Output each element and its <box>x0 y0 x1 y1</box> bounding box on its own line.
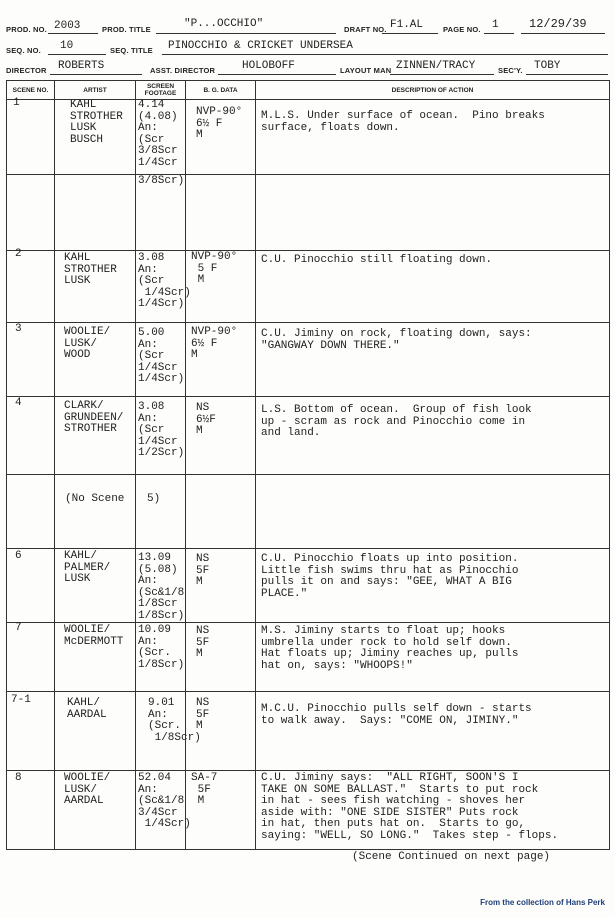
screen-footage: 5) <box>147 493 161 505</box>
action-description: C.U. Pinocchio still floating down. <box>261 254 493 266</box>
draft-no-label: DRAFT NO. <box>344 25 387 34</box>
bg-data: NS 5F M <box>196 625 210 660</box>
date-value: 12/29/39 <box>529 17 587 31</box>
artist-names: KAHL STROTHER LUSK BUSCH <box>70 99 123 146</box>
artist-names: WOOLIE/ LUSK/ AARDAL <box>64 772 111 807</box>
prod-no-label: PROD. NO. <box>6 25 47 34</box>
artist-names: KAHL/ AARDAL <box>67 697 107 721</box>
screen-footage: 9.01 An: (Scr. 1/8Scr) <box>148 697 201 744</box>
page-no-value: 1 <box>492 19 499 31</box>
bg-data: NS 6½F M <box>196 402 216 437</box>
collection-credit: From the collection of Hans Perk <box>480 898 605 907</box>
artist-names: CLARK/ GRUNDEEN/ STROTHER <box>64 400 124 435</box>
bg-data: SA-7 5F M <box>191 772 218 807</box>
layout-man-label: LAYOUT MAN <box>340 66 392 75</box>
screen-footage: 4.14 (4.08) An: (Scr 3/8Scr 1/4Scr <box>138 99 178 169</box>
page-no-label: PAGE NO. <box>443 25 481 34</box>
action-table <box>6 80 610 850</box>
prod-info-line <box>6 17 610 34</box>
asst-director-label: ASST. DIRECTOR <box>150 66 216 75</box>
draft-no-value: F1.AL <box>390 19 424 31</box>
screen-footage: 3.08 An: (Scr 1/4Scr) 1/4Scr) <box>138 252 191 310</box>
bg-data: NS 5F M <box>196 553 210 588</box>
bg-data: NS 5F M <box>196 697 210 732</box>
action-description: C.U. Pinocchio floats up into position. Little fish swims thru hat as Pinocchio pulls it on and says: "GEE, WHAT A BIG PLACE." <box>261 553 519 600</box>
col-header-bg: B. G. DATA <box>203 86 238 94</box>
screen-footage: 13.09 (5.08) An: (Sc&1/8 1/8Scr 1/8Scr) <box>138 552 185 622</box>
col-header-footage: SCREEN FOOTAGE <box>144 83 177 97</box>
asst-director-value: HOLOBOFF <box>242 60 295 72</box>
seq-info-line <box>6 42 610 56</box>
scene-number: 7-1 <box>11 694 31 706</box>
layout-man-value: ZINNEN/TRACY <box>396 60 476 72</box>
action-description: M.S. Jiminy starts to float up; hooks umbrella under rock to hold self down. Hat floats up; Jiminy reaches up, pulls hat on, says: "WHOOPS!" <box>261 625 519 672</box>
action-description: C.U. Jiminy on rock, floating down, says: "GANGWAY DOWN THERE." <box>261 328 532 352</box>
prod-no-value: 2003 <box>54 20 81 32</box>
col-header-artist: ARTIST <box>83 86 107 94</box>
artist-names: KAHL/ PALMER/ LUSK <box>64 550 111 585</box>
secy-label: SEC'Y. <box>498 66 523 75</box>
prod-title-label: PROD. TITLE <box>102 25 151 34</box>
action-description: C.U. Jiminy says: "ALL RIGHT, SOON'S I TAKE ON SOME BALLAST." Starts to put rock in hat - sees fish watching - shoves her aside with: "ONE SIDE SISTER" Puts rock in hat, then puts hat on. Starts to go, saying: "WELL, SO LONG." Takes step - flops. <box>261 772 559 842</box>
bg-data: NVP-90° 6½ F M <box>191 326 238 361</box>
artist-names: WOOLIE/ LUSK/ WOOD <box>64 326 111 361</box>
director-value: ROBERTS <box>58 60 105 72</box>
screen-footage: 5.00 An: (Scr 1/4Scr 1/4Scr) <box>138 327 185 385</box>
artist-names: (No Scene <box>65 493 125 505</box>
scene-number: 1 <box>13 97 20 109</box>
screen-footage: 3.08 An: (Scr 1/4Scr 1/2Scr) <box>138 401 185 459</box>
scene-number: 7 <box>15 622 22 634</box>
artist-names: KAHL STROTHER LUSK <box>64 252 117 287</box>
seq-title-value: PINOCCHIO & CRICKET UNDERSEA <box>168 40 353 52</box>
seq-no-label: SEQ. NO. <box>6 46 41 55</box>
prod-title-value: "P...OCCHIO" <box>184 18 264 30</box>
col-header-scene: SCENE NO. <box>12 86 49 94</box>
scene-number: 2 <box>15 248 22 260</box>
seq-title-label: SEQ. TITLE <box>110 46 153 55</box>
scene-number: 4 <box>15 397 22 409</box>
crew-info-line <box>6 62 610 76</box>
action-description: M.C.U. Pinocchio pulls self down - starts to walk away. Says: "COME ON, JIMINY." <box>261 703 532 727</box>
screen-footage: 3/8Scr) <box>138 175 185 187</box>
screen-footage: 10.09 An: (Scr. 1/8Scr) <box>138 624 185 671</box>
action-description: L.S. Bottom of ocean. Group of fish look up - scram as rock and Pinocchio come in and land. <box>261 404 532 439</box>
bg-data: NVP-90° 5 F M <box>191 251 238 286</box>
scene-number: 8 <box>15 772 22 784</box>
col-header-desc: DESCRIPTION OF ACTION <box>391 86 474 94</box>
continued-note: (Scene Continued on next page) <box>352 851 551 863</box>
bg-data: NVP-90° 6½ F M <box>196 106 243 141</box>
scene-number: 3 <box>15 323 22 335</box>
artist-names: WOOLIE/ McDERMOTT <box>64 624 124 648</box>
action-description: M.L.S. Under surface of ocean. Pino breaks surface, floats down. <box>261 110 545 134</box>
screen-footage: 52.04 An: (Sc&1/8 3/4Scr 1/4Scr) <box>138 772 191 830</box>
seq-no-value: 10 <box>60 40 74 52</box>
scene-number: 6 <box>15 550 22 562</box>
secy-value: TOBY <box>534 60 561 72</box>
director-label: DIRECTOR <box>6 66 47 75</box>
